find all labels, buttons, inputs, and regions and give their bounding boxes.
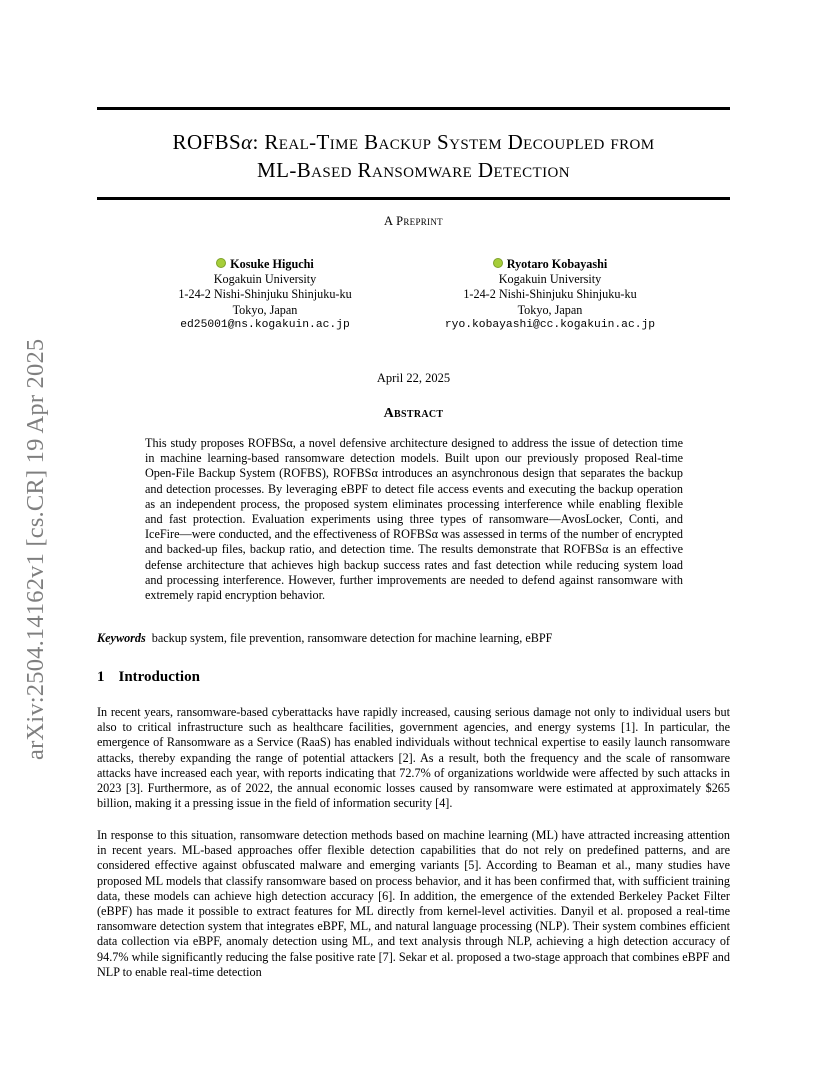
title-line-2: ML-Based Ransomware Detection bbox=[257, 158, 570, 182]
author-name-line bbox=[420, 257, 680, 272]
author-affiliation: Kogakuin University bbox=[498, 272, 602, 287]
author-address: 1-24-2 Nishi-Shinjuku Shinjuku-ku bbox=[178, 287, 352, 302]
author-affiliation: Kogakuin University bbox=[213, 272, 317, 287]
paper-title bbox=[97, 128, 730, 184]
section-title: Introduction bbox=[118, 669, 200, 685]
author-address: 1-24-2 Nishi-Shinjuku Shinjuku-ku bbox=[463, 287, 637, 302]
author-block bbox=[420, 257, 680, 333]
author-name: Kosuke Higuchi bbox=[230, 257, 314, 271]
author-name-line bbox=[140, 257, 390, 272]
author-email[interactable]: ryo.kobayashi@cc.kogakuin.ac.jp bbox=[444, 318, 656, 331]
author-city: Tokyo, Japan bbox=[517, 302, 583, 317]
orcid-icon[interactable] bbox=[216, 258, 226, 268]
abstract-text: This study proposes ROFBSα, a novel defensive architecture designed to address the issue of detection time in machine learning-based ransomware detection models. Built upon our previously proposed Real-time Open-File Backup System (ROFBS), ROFBSα introduces an asynchronous design that separates the backup and detection processes. By leveraging eBPF to detect file access events and executing the backup operation as an independent process, the proposed system eliminates processing interference while enabling flexible and fast protection. Evaluation experiments using three types of ransomware—AvosLocker, Conti, and IceFire—were conducted, and the effectiveness of ROFBSα was assessed in terms of the number of encrypted and backed-up files, backup ratio, and detection time. The results demonstrate that ROFBSα is an effective defense architecture that achieves high backup success rates and fast detection while reducing system load and processing interference. However, further improvements are needed to defend against ransomware with extremely rapid encryption behavior. bbox=[145, 436, 683, 603]
title-line-1: ROFBSα: Real-Time Backup System Decoupled from bbox=[172, 130, 655, 154]
author-block bbox=[140, 257, 390, 333]
arxiv-identifier-stamp: arXiv:2504.14162v1 [cs.CR] 19 Apr 2025 bbox=[22, 338, 49, 760]
keywords-line bbox=[97, 631, 730, 646]
author-email[interactable]: ed25001@ns.kogakuin.ac.jp bbox=[180, 318, 350, 331]
orcid-icon[interactable] bbox=[493, 258, 503, 268]
publication-date: April 22, 2025 bbox=[376, 371, 451, 385]
body-paragraph: In response to this situation, ransomware detection methods based on machine learning (ML) have attracted increasing attention in recent years. ML-based approaches offer flexible detection capabilities that do not rely on predefined patterns, and are considered effective against obfuscated malware and emerging variants [5]. According to Beaman et al., many studies have proposed ML models that classify ransomware based on process behavior, and it has been confirmed that, with sufficient training data, these models can achieve high detection accuracy [6]. In addition, the emergence of the extended Berkeley Packet Filter (eBPF) has made it possible to extract features for ML directly from kernel-level activities. Danyil et al. proposed a real-time ransomware detection system that integrates eBPF, ML, and natural language processing (NLP). Their system combines efficient data collection via eBPF, anomaly detection using ML, and text analysis through NLP, achieving a high detection accuracy of 94.7% while significantly reducing the false positive rate [7]. Sekar et al. proposed a two-stage approach that combines eBPF and NLP to enable real-time detection bbox=[97, 828, 730, 979]
section-heading-introduction bbox=[97, 669, 200, 686]
keywords-text: backup system, file prevention, ransomware detection for machine learning, eBPF bbox=[151, 631, 553, 645]
title-bottom-rule bbox=[97, 197, 730, 200]
keywords-label: Keywords bbox=[97, 631, 146, 645]
body-paragraph: In recent years, ransomware-based cyberattacks have rapidly increased, causing serious damage not only to individual users but also to critical infrastructure such as healthcare facilities, government agencies, and energy systems [1]. In particular, the emergence of Ransomware as a Service (RaaS) has enabled individuals without technical expertise to easily launch ransomware attacks, thereby expanding the range of potential attackers [2]. As a result, both the frequency and the scale of ransomware attacks have increased each year, with reports indicating that 72.7% of organizations worldwide were affected by such attacks in 2023 [3]. Furthermore, as of 2022, the annual economic losses caused by ransomware were estimated at approximately $265 billion, making it a pressing issue in the field of information security [4]. bbox=[97, 705, 730, 811]
section-number: 1 bbox=[97, 669, 105, 685]
author-city: Tokyo, Japan bbox=[232, 302, 298, 317]
title-top-rule bbox=[97, 107, 730, 110]
preprint-label: A Preprint bbox=[384, 214, 443, 228]
author-name: Ryotaro Kobayashi bbox=[506, 257, 608, 271]
abstract-heading: Abstract bbox=[383, 406, 444, 421]
